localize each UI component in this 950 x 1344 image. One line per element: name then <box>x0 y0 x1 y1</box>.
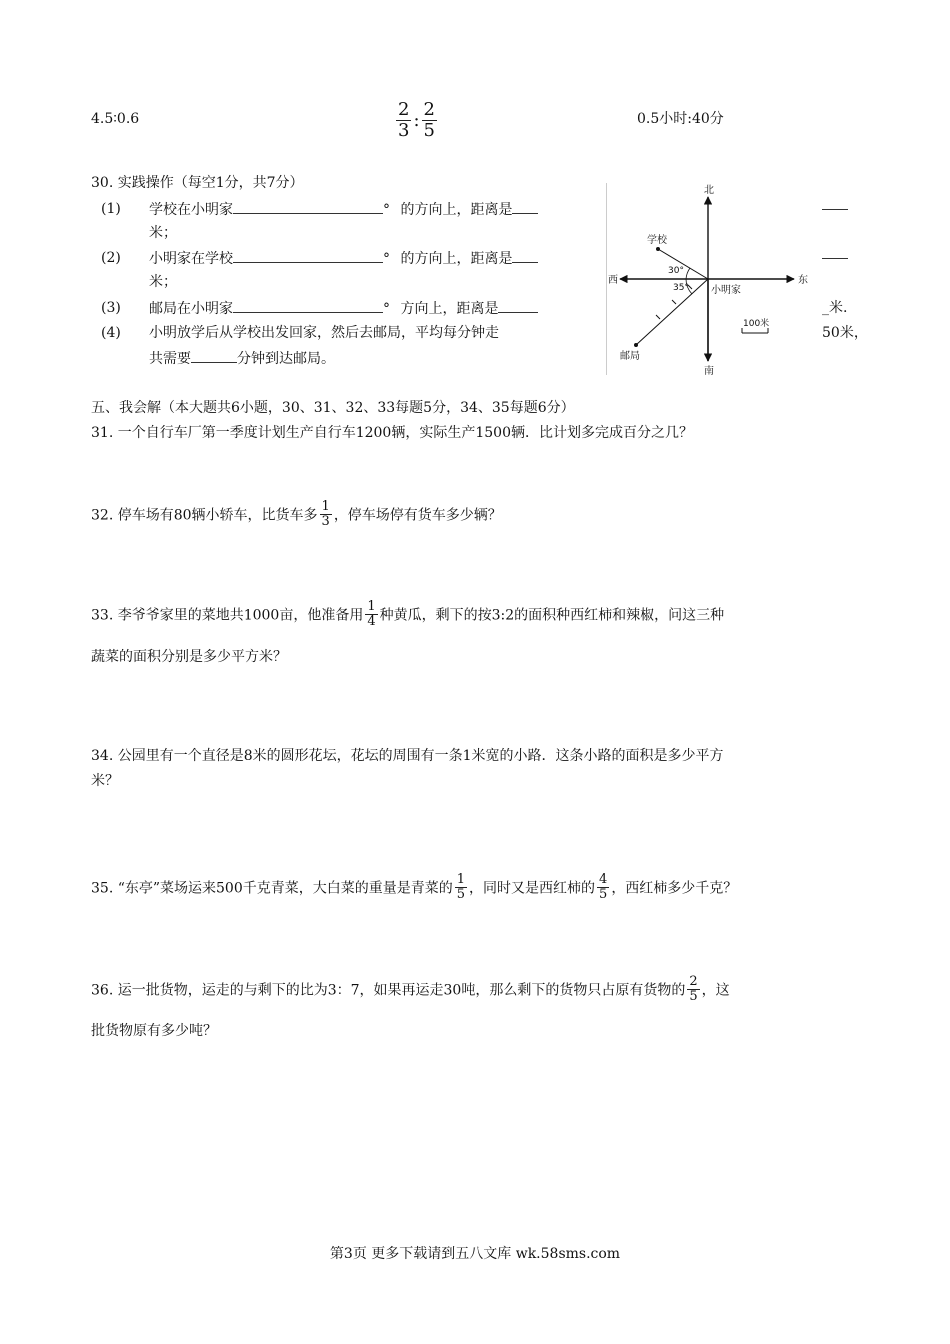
post-dot <box>634 343 638 347</box>
q30-item1-num: (1) <box>101 201 121 217</box>
fraction-two-thirds: $\frac{2}{3}$ <box>398 99 410 141</box>
q30-item2-tail-line <box>822 258 848 259</box>
q35-fraction-2: $\frac{4}{5}$ <box>599 872 608 902</box>
q30-item4-line2: 共需要 分钟到达邮局。 <box>149 348 335 369</box>
q32: 32. 停车场有80辆小轿车，比货车多 $\frac{1}{3}$ ，停车场停有货车多少辆？ <box>91 499 502 529</box>
q30-title: 30. 实践操作（每空1分，共7分） <box>91 175 304 191</box>
fraction-two-fifths: $\frac{2}{5}$ <box>423 99 435 141</box>
ratio-3: 0.5小时:40分 <box>637 111 724 127</box>
q35: 35. “东亭”菜场运来500千克青菜，大白菜的重量是青菜的 $\frac{1}{5}$ ，同时又是西红柿的 $\frac{4}{5}$ ，西红柿多少千克？ <box>91 872 738 902</box>
q36: 36. 运一批货物，运走的与剩下的比为3：7，如果再运走30吨，那么剩下的货物只占原有货物的 $\frac{2}{5}$ ，这 <box>91 974 730 1004</box>
q33: 33. 李爷爷家里的菜地共1000亩，他准备用 $\frac{1}{4}$ 种黄瓜，剩下的按3:2的面积种西红柿和辣椒，问这三种 <box>91 599 725 629</box>
label-east: 东 <box>798 275 808 286</box>
q30-item4: 小明放学后从学校出发回家，然后去邮局，平均每分钟走 <box>149 325 499 341</box>
label-south: 南 <box>704 366 714 375</box>
q30-item3: 邮局在小明家 ° 方向上，距离是 <box>149 298 538 319</box>
q30-item2-cont: 米； <box>149 274 177 290</box>
q33-fraction: $\frac{1}{4}$ <box>367 599 376 629</box>
q30-item1-tail-line <box>822 209 848 210</box>
label-angle-30: 30° <box>668 266 684 276</box>
label-home: 小明家 <box>711 285 741 296</box>
school-dot <box>656 247 660 251</box>
q35-fraction-1: $\frac{1}{5}$ <box>456 872 466 902</box>
q30-item2-num: (2) <box>101 250 121 266</box>
direction-diagram <box>606 183 818 375</box>
label-scale: 100米 <box>743 319 770 329</box>
tick-3 <box>656 315 660 319</box>
q33-line2: 蔬菜的面积分别是多少平方米？ <box>91 649 287 665</box>
q30-item4-num: (4) <box>101 325 121 341</box>
q34-line1: 34. 公园里有一个直径是8米的圆形花坛，花坛的周围有一条1米宽的小路．这条小路的面积是多少平方 <box>91 748 724 764</box>
ratio-1: 4.5∶0.6 <box>91 111 140 127</box>
label-west: 西 <box>608 275 618 286</box>
label-post: 邮局 <box>620 351 640 362</box>
section5-title: 五、我会解（本大题共6小题，30、31、32、33每题5分，34、35每题6分） <box>91 400 575 416</box>
q31-text: 31. 一个自行车厂第一季度计划生产自行车1200辆，实际生产1500辆．比计划多完成百分之几？ <box>91 425 693 441</box>
tick-2 <box>672 300 676 304</box>
q30-item1-cont: 米； <box>149 225 177 241</box>
q32-fraction: $\frac{1}{3}$ <box>321 499 330 529</box>
q36-line2: 批货物原有多少吨？ <box>91 1023 217 1039</box>
angle-arc-1 <box>686 268 690 279</box>
q34-line2: 米？ <box>91 773 119 789</box>
q30-item2: 小明家在学校 ° 的方向上，距离是 <box>149 248 538 269</box>
q30-item4-tail: 50米， <box>822 325 868 341</box>
q30-item3-tail: _米. <box>822 300 848 316</box>
post-line <box>636 279 708 345</box>
q36-fraction: $\frac{2}{5}$ <box>689 974 698 1004</box>
page-footer: 第3页 更多下载请到五八文库 wk.58sms.com <box>329 1246 621 1262</box>
label-north: 北 <box>704 185 714 196</box>
label-school: 学校 <box>647 235 667 246</box>
q30-item3-num: (3) <box>101 300 121 316</box>
q30-item1: 学校在小明家 ° 的方向上，距离是 <box>149 199 538 220</box>
ratio-2: $\frac{2}{3}$ : $\frac{2}{5}$ <box>398 99 435 141</box>
label-angle-35: 35° <box>673 283 689 293</box>
